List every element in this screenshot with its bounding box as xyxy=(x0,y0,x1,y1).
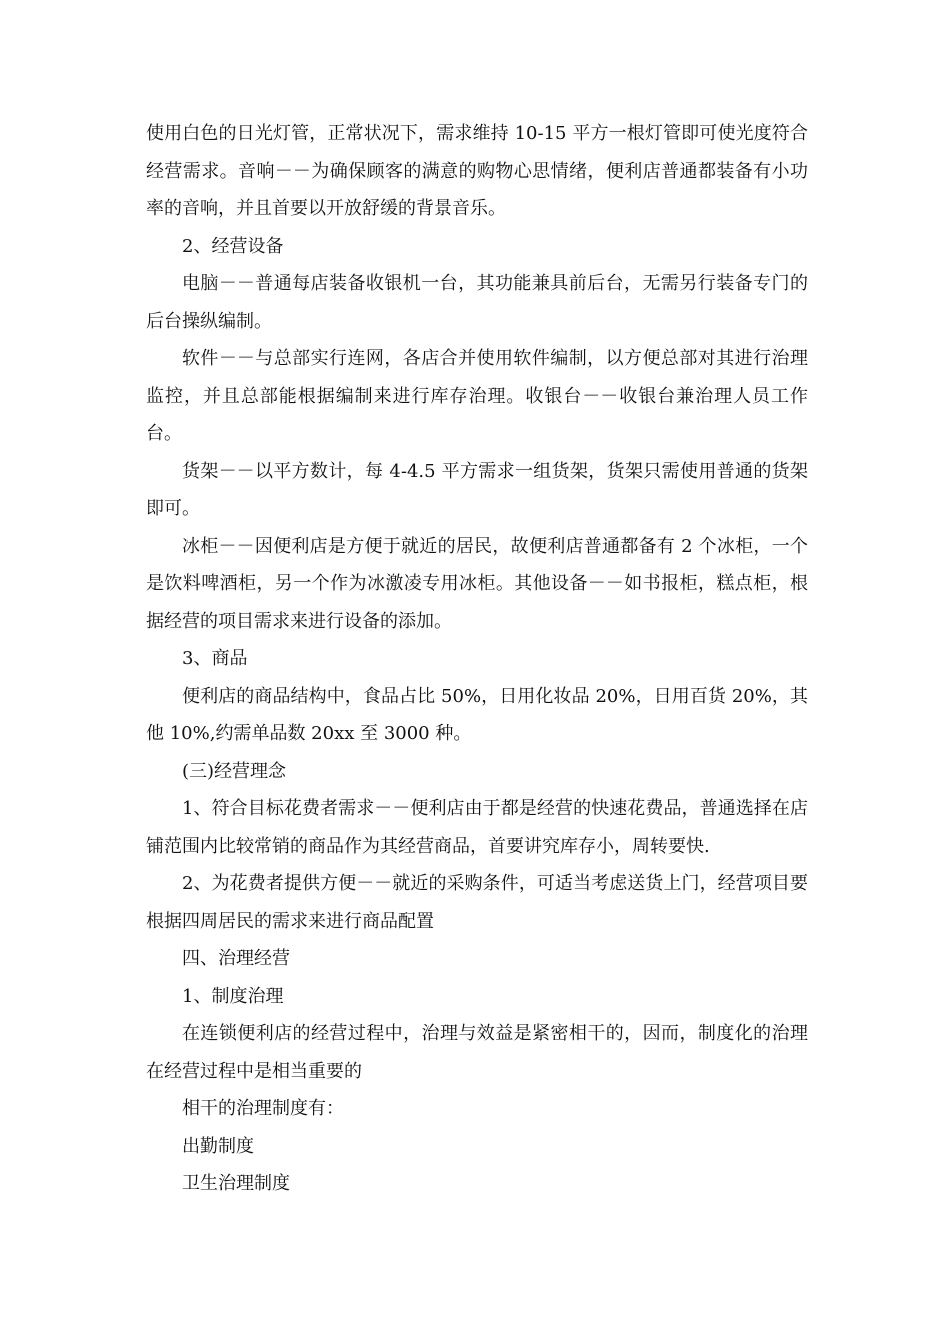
paragraph-philosophy-2: 2、为花费者提供方便－－就近的采购条件，可适当考虑送货上门，经营项目要根据四周居民的需求来进行商品配置 xyxy=(146,873,808,932)
paragraph-lighting-audio: 使用白色的日光灯管，正常状况下，需求维持 10-15 平方一根灯管即可使光度符合经营需求。音响－－为确保顾客的满意的购物心思情绪，便利店普通都装备有小功率的音响，并且首要以开放舒缓的背景音乐。 xyxy=(146,123,808,219)
heading-business-philosophy: (三)经营理念 xyxy=(182,760,287,782)
paragraph-shelves: 货架－－以平方数计，每 4-4.5 平方需求一组货架，货架只需使用普通的货架即可。 xyxy=(146,460,808,519)
heading-system-management: 1、制度治理 xyxy=(182,985,284,1007)
paragraph-computer: 电脑－－普通每店装备收银机一台，其功能兼具前后台，无需另行装备专门的后台操纵编制。 xyxy=(146,273,808,332)
heading-business-equipment: 2、经营设备 xyxy=(182,235,284,257)
paragraph-goods-structure: 便利店的商品结构中，食品占比 50%，日用化妆品 20%，日用百货 20%，其他 10%,约需单品数 20xx 至 3000 种。 xyxy=(146,685,808,744)
document-body xyxy=(146,115,808,1203)
paragraph-system-management: 在连锁便利店的经营过程中，治理与效益是紧密相干的，因而，制度化的治理在经营过程中是相当重要的 xyxy=(146,1023,808,1082)
paragraph-related-systems: 相干的治理制度有： xyxy=(182,1098,344,1119)
heading-goods: 3、商品 xyxy=(182,648,248,669)
paragraph-philosophy-1: 1、符合目标花费者需求－－便利店由于都是经营的快速花费品，普通选择在店铺范围内比较常销的商品作为其经营商品，首要讲究库存小，周转要快. xyxy=(146,798,808,857)
paragraph-freezer: 冰柜－－因便利店是方便于就近的居民，故便利店普通都备有 2 个冰柜，一个是饮料啤酒柜，另一个作为冰激凌专用冰柜。其他设备－－如书报柜，糕点柜，根据经营的项目需求来进行设备的添加。 xyxy=(146,535,808,632)
heading-management: 四、治理经营 xyxy=(182,948,290,969)
list-item-hygiene: 卫生治理制度 xyxy=(182,1173,290,1194)
paragraph-software: 软件－－与总部实行连网，各店合并使用软件编制，以方便总部对其进行治理监控，并且总部能根据编制来进行库存治理。收银台－－收银台兼治理人员工作台。 xyxy=(146,348,808,444)
list-item-attendance: 出勤制度 xyxy=(182,1135,254,1157)
